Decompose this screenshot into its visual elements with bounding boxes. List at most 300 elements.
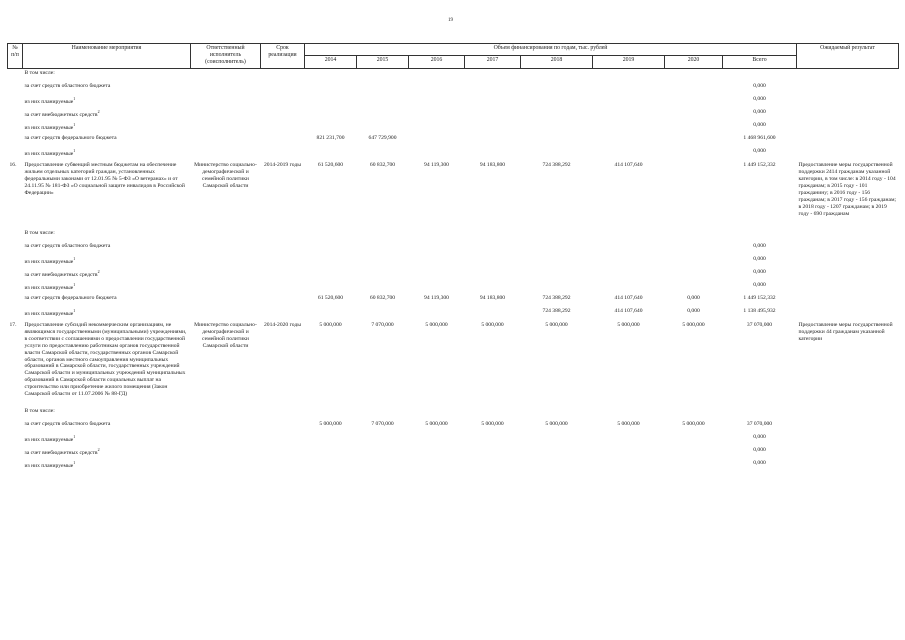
result-cell [797, 446, 899, 459]
measure-executor: Министерство социально-демографической и семейной политики Самарской области [194, 321, 257, 349]
value-cell [593, 95, 665, 108]
row-label [23, 147, 191, 160]
value-cell: 60 832,700 [369, 294, 396, 301]
value-cell [357, 147, 409, 160]
value-cell [305, 147, 357, 160]
term-cell [261, 242, 305, 255]
value-cell [723, 407, 797, 420]
measure-result: Предоставление меры государственной поддержки 44 гражданам указанной категории [798, 321, 893, 342]
value-cell: 0,000 [753, 268, 766, 275]
header-year: 2015 [357, 56, 409, 68]
row-number [8, 121, 23, 134]
value-cell: 0,000 [753, 95, 766, 102]
executor-cell [191, 307, 261, 320]
row-number [8, 108, 23, 121]
footnote-mark: 1 [73, 460, 76, 466]
term-cell [261, 95, 305, 108]
value-cell: 414 107,640 [614, 161, 643, 168]
row-number [8, 255, 23, 268]
value-cell [665, 147, 723, 160]
row-label [23, 108, 191, 121]
value-cell: 1 449 152,332 [743, 294, 776, 301]
value-cell [521, 255, 593, 268]
value-cell [357, 268, 409, 281]
footnote-mark: 2 [97, 447, 100, 453]
row-label-text: из них планируемые [24, 437, 74, 444]
term-cell [261, 281, 305, 294]
header-year: 2018 [521, 56, 593, 68]
value-cell: 5 000,000 [617, 421, 640, 428]
value-cell [465, 82, 521, 95]
value-cell [521, 121, 593, 134]
value-cell [409, 95, 465, 108]
value-cell [665, 459, 723, 472]
value-cell [357, 82, 409, 95]
value-cell: 0,000 [753, 447, 766, 454]
result-cell [797, 242, 899, 255]
spacer-cell [8, 399, 899, 407]
result-cell [797, 147, 899, 160]
result-cell [797, 134, 899, 147]
value-cell [521, 108, 593, 121]
result-cell [797, 255, 899, 268]
value-cell [357, 255, 409, 268]
value-cell: 7 070,000 [371, 421, 394, 428]
row-label [23, 268, 191, 281]
footnote-mark: 1 [73, 121, 76, 127]
table-row [8, 446, 899, 459]
value-cell [521, 459, 593, 472]
result-cell [797, 82, 899, 95]
executor-cell [191, 108, 261, 121]
value-cell [521, 147, 593, 160]
row-label-text: из них планируемые [24, 284, 74, 291]
row-label [23, 95, 191, 108]
value-cell [521, 268, 593, 281]
row-number [8, 134, 23, 147]
row-number [8, 294, 23, 307]
value-cell [723, 68, 797, 82]
executor-cell [191, 281, 261, 294]
table-row [8, 281, 899, 294]
row-label-text: из них планируемые [24, 258, 74, 265]
value-cell [357, 68, 409, 82]
header-name: Наименование мероприятия [23, 44, 191, 69]
result-cell [797, 268, 899, 281]
header-year: 2020 [665, 56, 723, 68]
result-cell [797, 433, 899, 446]
row-number [8, 446, 23, 459]
value-cell: 0,000 [687, 307, 700, 314]
footnote-mark: 1 [73, 95, 76, 101]
value-cell [665, 160, 723, 219]
value-cell [665, 433, 723, 446]
header-year: 2017 [465, 56, 521, 68]
value-cell: 0,000 [753, 460, 766, 467]
result-cell [797, 95, 899, 108]
value-cell: 94 119,300 [424, 161, 449, 168]
value-cell [305, 433, 357, 446]
value-cell [665, 68, 723, 82]
value-cell [357, 446, 409, 459]
row-label: за счет средств областного бюджета [24, 421, 111, 428]
table-row [8, 121, 899, 134]
row-number [8, 268, 23, 281]
value-cell [521, 134, 593, 147]
table-row [8, 307, 899, 320]
value-cell [357, 108, 409, 121]
value-cell [593, 255, 665, 268]
value-cell [593, 281, 665, 294]
value-cell: 0,000 [753, 281, 766, 288]
value-cell: 60 832,700 [369, 161, 396, 168]
value-cell [409, 268, 465, 281]
value-cell: 37 070,000 [746, 421, 773, 428]
value-cell [409, 307, 465, 320]
value-cell: 5 000,000 [319, 321, 342, 328]
value-cell: 5 000,000 [481, 321, 504, 328]
table-row [8, 108, 899, 121]
measure-name: Предоставление субсидий некоммерческим организациям, не являющимся государственными (муниципальными) учреждениями, в соответствии с соглашениями о предоставлении государственной услуги по предоставлению работникам органов государственной власти Самарской области, государственных органов Самарской области, органов местного самоуправления муниципальных образований в Самарской области, государственных учреждений Самарской области и муниципальных учреждений муниципальных образований в Самарской области социальных выплат на строительство или приобретение жилого помещения (Закон Самарской области от 11.07.2006 № 88-ГД) [24, 321, 187, 398]
table-body [8, 68, 899, 472]
row-label [23, 281, 191, 294]
row-label [23, 446, 191, 459]
row-label: В том числе: [24, 229, 55, 236]
value-cell [357, 307, 409, 320]
value-cell [665, 95, 723, 108]
term-cell [261, 294, 305, 307]
row-label: В том числе: [24, 408, 55, 415]
term-cell [261, 407, 305, 420]
value-cell [305, 446, 357, 459]
value-cell: 414 107,640 [614, 294, 643, 301]
executor-cell [191, 147, 261, 160]
value-cell [593, 433, 665, 446]
value-cell [521, 433, 593, 446]
value-cell [409, 242, 465, 255]
executor-cell [191, 459, 261, 472]
row-label [23, 433, 191, 446]
result-cell [797, 108, 899, 121]
value-cell: 5 000,000 [425, 421, 448, 428]
value-cell: 724 388,292 [542, 161, 571, 168]
value-cell: 724 388,292 [542, 294, 571, 301]
value-cell: 5 000,000 [545, 421, 568, 428]
value-cell [593, 82, 665, 95]
footnote-mark: 2 [97, 108, 100, 114]
value-cell [593, 446, 665, 459]
row-label: за счет средств областного бюджета [24, 242, 111, 249]
spacer-row [8, 219, 899, 229]
value-cell [409, 229, 465, 242]
value-cell: 0,000 [753, 242, 766, 249]
value-cell: 0,000 [753, 255, 766, 262]
row-number [8, 281, 23, 294]
table-row [8, 68, 899, 82]
value-cell [521, 95, 593, 108]
value-cell [409, 108, 465, 121]
value-cell [665, 281, 723, 294]
value-cell: 414 107,640 [614, 307, 643, 314]
value-cell [465, 281, 521, 294]
row-label-text: за счет внебюджетных средств [24, 111, 98, 118]
measure-term: 2014-2019 годы [263, 161, 302, 168]
header-year: 2014 [305, 56, 357, 68]
value-cell [465, 95, 521, 108]
header-result: Ожидаемый результат [797, 44, 899, 69]
term-cell [261, 255, 305, 268]
row-number [8, 95, 23, 108]
row-label: за счет средств областного бюджета [24, 82, 111, 89]
row-number [8, 433, 23, 446]
value-cell [593, 121, 665, 134]
value-cell: 7 070,000 [371, 321, 394, 328]
value-cell [409, 446, 465, 459]
term-cell [261, 229, 305, 242]
result-cell [797, 229, 899, 242]
value-cell: 821 231,700 [316, 134, 345, 141]
term-cell [261, 307, 305, 320]
value-cell: 647 729,900 [368, 134, 397, 141]
table-row [8, 82, 899, 95]
value-cell [593, 268, 665, 281]
value-cell [305, 407, 357, 420]
table-row [8, 268, 899, 281]
value-cell [305, 68, 357, 82]
value-cell [305, 307, 357, 320]
row-number [8, 307, 23, 320]
row-number [8, 229, 23, 242]
value-cell [465, 134, 521, 147]
value-cell [665, 134, 723, 147]
value-cell: 5 000,000 [319, 421, 342, 428]
value-cell: 61 520,600 [317, 294, 344, 301]
value-cell [305, 255, 357, 268]
table-row [8, 229, 899, 242]
value-cell [593, 68, 665, 82]
value-cell [357, 242, 409, 255]
value-cell [409, 255, 465, 268]
row-number [8, 147, 23, 160]
value-cell [465, 147, 521, 160]
value-cell: 5 000,000 [682, 321, 705, 328]
executor-cell [191, 294, 261, 307]
value-cell [409, 459, 465, 472]
value-cell [409, 82, 465, 95]
term-cell [261, 82, 305, 95]
value-cell: 37 070,000 [746, 321, 773, 328]
result-cell [797, 459, 899, 472]
value-cell [357, 229, 409, 242]
row-label-text: из них планируемые [24, 98, 74, 105]
term-cell [261, 433, 305, 446]
row-label-text: из них планируемые [24, 463, 74, 470]
value-cell [593, 407, 665, 420]
executor-cell [191, 268, 261, 281]
measure-number: 16. [9, 161, 17, 168]
value-cell [665, 446, 723, 459]
value-cell [465, 433, 521, 446]
row-label-text: из них планируемые [24, 310, 74, 317]
footnote-mark: 1 [73, 255, 76, 261]
value-cell: 5 000,000 [617, 321, 640, 328]
table-row [8, 420, 899, 433]
row-number [8, 459, 23, 472]
table-row [8, 255, 899, 268]
value-cell: 0,000 [753, 121, 766, 128]
row-number [8, 82, 23, 95]
footnote-mark: 1 [73, 147, 76, 153]
value-cell [409, 433, 465, 446]
footnote-mark: 2 [97, 268, 100, 274]
value-cell [593, 229, 665, 242]
measure-number: 17. [9, 321, 17, 328]
value-cell [665, 268, 723, 281]
row-label [23, 255, 191, 268]
value-cell [465, 229, 521, 242]
row-number [8, 242, 23, 255]
value-cell [305, 229, 357, 242]
value-cell [305, 281, 357, 294]
value-cell [357, 95, 409, 108]
value-cell [409, 407, 465, 420]
value-cell [665, 242, 723, 255]
value-cell [665, 229, 723, 242]
value-cell [723, 229, 797, 242]
executor-cell [191, 134, 261, 147]
table-row [8, 459, 899, 472]
value-cell: 724 388,292 [542, 307, 571, 314]
value-cell [465, 255, 521, 268]
value-cell [593, 108, 665, 121]
executor-cell [191, 446, 261, 459]
value-cell [521, 242, 593, 255]
footnote-mark: 1 [73, 307, 76, 313]
header-year: 2016 [409, 56, 465, 68]
executor-cell [191, 242, 261, 255]
term-cell [261, 446, 305, 459]
value-cell [521, 407, 593, 420]
value-cell: 5 000,000 [425, 321, 448, 328]
value-cell: 0,000 [753, 82, 766, 89]
value-cell [521, 281, 593, 294]
result-cell [797, 294, 899, 307]
value-cell [593, 147, 665, 160]
term-cell [261, 121, 305, 134]
header-total: Всего [723, 56, 797, 68]
value-cell [665, 108, 723, 121]
value-cell [521, 82, 593, 95]
value-cell [593, 242, 665, 255]
value-cell [593, 459, 665, 472]
value-cell [521, 68, 593, 82]
spacer-cell [8, 219, 899, 229]
value-cell [357, 459, 409, 472]
value-cell [465, 121, 521, 134]
value-cell: 61 520,600 [317, 161, 344, 168]
row-label [23, 459, 191, 472]
row-label-text: за счет внебюджетных средств [24, 450, 98, 457]
row-number [8, 420, 23, 433]
value-cell [665, 407, 723, 420]
value-cell: 94 119,300 [424, 294, 449, 301]
value-cell: 0,000 [753, 108, 766, 115]
term-cell [261, 68, 305, 82]
value-cell [465, 242, 521, 255]
term-cell [261, 147, 305, 160]
value-cell [357, 407, 409, 420]
value-cell [465, 268, 521, 281]
table-row [8, 294, 899, 307]
table-row [8, 134, 899, 147]
header-num: № п/п [8, 44, 23, 69]
executor-cell [191, 255, 261, 268]
funding-table [7, 43, 899, 472]
footnote-mark: 1 [73, 281, 76, 287]
measure-executor: Министерство социально-демографической и семейной политики Самарской области [194, 161, 257, 189]
value-cell [409, 134, 465, 147]
row-label [23, 121, 191, 134]
measure-name: Предоставление субвенций местным бюджетам на обеспечение жильем отдельных категорий граждан, установленных федеральными законами от 12.01.95 № 5-ФЗ «О ветеранах» и от 24.11.95 № 181-ФЗ «О социальной защите инвалидов в Российской Федерации» [24, 161, 185, 196]
value-cell [521, 446, 593, 459]
value-cell [357, 281, 409, 294]
value-cell [465, 446, 521, 459]
value-cell [305, 242, 357, 255]
measure-term: 2014-2020 годы [263, 321, 302, 328]
executor-cell [191, 420, 261, 433]
executor-cell [191, 95, 261, 108]
table-row [8, 147, 899, 160]
row-label-text: из них планируемые [24, 150, 74, 157]
value-cell [665, 121, 723, 134]
value-cell [305, 95, 357, 108]
value-cell: 5 000,000 [682, 421, 705, 428]
row-label-text: за счет внебюджетных средств [24, 271, 98, 278]
term-cell [261, 420, 305, 433]
spacer-row [8, 399, 899, 407]
value-cell: 94 183,800 [479, 161, 506, 168]
value-cell [465, 407, 521, 420]
value-cell [665, 82, 723, 95]
executor-cell [191, 68, 261, 82]
term-cell [261, 459, 305, 472]
header-term: Срок реализации [261, 44, 305, 69]
term-cell [261, 108, 305, 121]
header-funding: Объем финансирования по годам, тыс. рублей [305, 44, 797, 56]
value-cell [305, 108, 357, 121]
executor-cell [191, 433, 261, 446]
measure-row [8, 320, 899, 400]
table-row [8, 95, 899, 108]
value-cell [465, 68, 521, 82]
measure-row [8, 160, 899, 219]
row-label [23, 307, 191, 320]
result-cell [797, 420, 899, 433]
term-cell [261, 268, 305, 281]
value-cell [305, 459, 357, 472]
value-cell [357, 121, 409, 134]
value-cell: 0,000 [753, 147, 766, 154]
row-label-text: из них планируемые [24, 124, 74, 131]
value-cell [305, 82, 357, 95]
value-cell [409, 121, 465, 134]
header-year: 2019 [593, 56, 665, 68]
value-cell: 5 000,000 [545, 321, 568, 328]
value-cell [465, 307, 521, 320]
value-cell: 1 138 495,932 [743, 307, 776, 314]
value-cell: 5 000,000 [481, 421, 504, 428]
page-number: 19 [448, 18, 453, 23]
